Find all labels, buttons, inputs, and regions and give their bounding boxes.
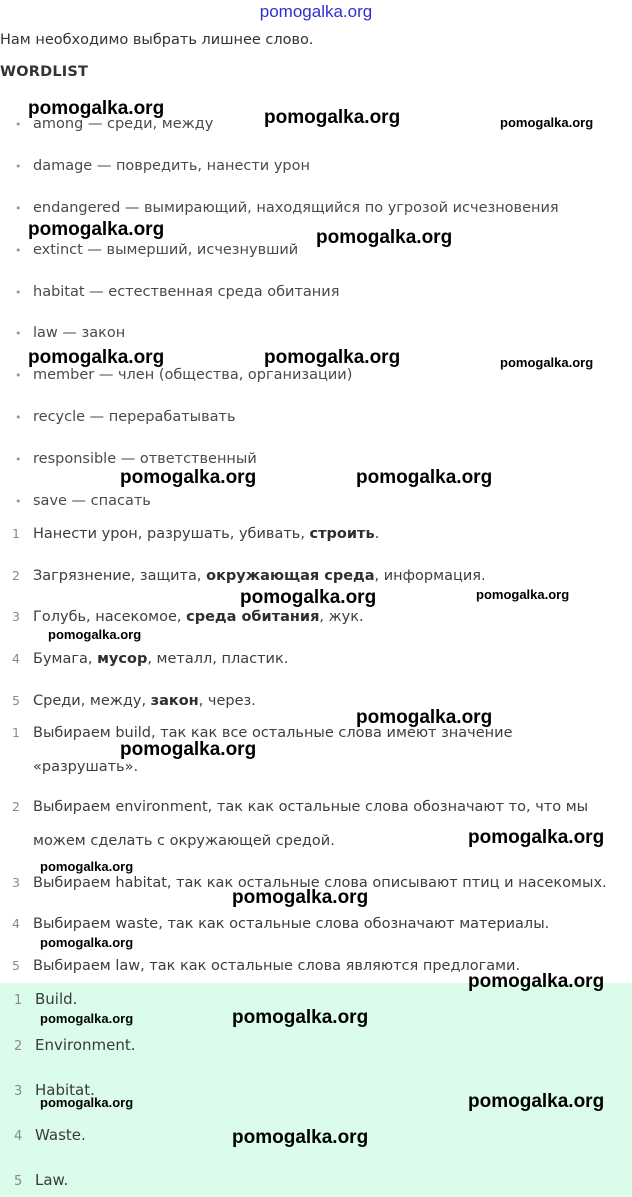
task-text-end: , металл, пластик. bbox=[147, 651, 289, 667]
explanation-text: «разрушать». bbox=[33, 759, 139, 775]
explanation-row-continued bbox=[12, 825, 335, 857]
wordlist-item bbox=[15, 242, 298, 258]
watermark: pomogalka.org bbox=[40, 859, 134, 874]
wordlist-item bbox=[15, 493, 151, 509]
wordlist-item-text: extinct — вымерший, исчезнувший bbox=[33, 242, 299, 258]
task-text: Голубь, насекомое, bbox=[33, 609, 187, 625]
watermark: pomogalka.org bbox=[356, 707, 493, 728]
wordlist-item bbox=[15, 325, 125, 341]
explanation-text: Выбираем habitat, так как остальные слова описывают птиц и насекомых. bbox=[33, 875, 607, 891]
wordlist-item bbox=[15, 200, 559, 216]
task-text-end: , информация. bbox=[374, 568, 486, 584]
task-text: Нанести урон, разрушать, убивать, bbox=[33, 526, 310, 542]
watermark: pomogalka.org bbox=[264, 107, 401, 128]
wordlist-item-text: save — спасать bbox=[33, 493, 151, 509]
task-row bbox=[12, 643, 288, 675]
explanation-text: можем сделать с окружающей средой. bbox=[33, 833, 335, 849]
wordlist-item bbox=[15, 367, 352, 383]
watermark: pomogalka.org bbox=[232, 1127, 369, 1148]
wordlist-item-text: damage — повредить, нанести урон bbox=[33, 158, 310, 174]
task-highlight: среда обитания bbox=[186, 609, 320, 625]
wordlist-item-text: endangered — вымирающий, находящийся по угрозой исчезновения bbox=[33, 200, 559, 216]
watermark: pomogalka.org bbox=[28, 98, 165, 119]
task-text: Загрязнение, защита, bbox=[33, 568, 207, 584]
explanation-text: Выбираем build, так как все остальные слова имеют значение bbox=[33, 725, 513, 741]
row-number: 2 bbox=[12, 799, 20, 814]
bullet-icon: • bbox=[15, 160, 22, 173]
watermark: pomogalka.org bbox=[40, 1011, 134, 1026]
wordlist-item-text: habitat — естественная среда обитания bbox=[33, 284, 340, 300]
watermark: pomogalka.org bbox=[468, 827, 605, 848]
site-header-link[interactable]: pomogalka.org bbox=[259, 2, 373, 21]
row-number: 4 bbox=[12, 916, 20, 931]
answer-text: Habitat. bbox=[35, 1081, 95, 1099]
answer-row bbox=[14, 1126, 86, 1144]
task-row bbox=[12, 685, 256, 717]
wordlist-item bbox=[15, 409, 236, 425]
task-text: Среди, между, bbox=[33, 693, 151, 709]
watermark: pomogalka.org bbox=[240, 587, 377, 608]
explanation-row bbox=[12, 791, 588, 823]
watermark: pomogalka.org bbox=[316, 227, 453, 248]
row-number: 3 bbox=[12, 609, 20, 624]
answer-text: Law. bbox=[35, 1171, 69, 1189]
row-number: 4 bbox=[12, 651, 20, 666]
watermark: pomogalka.org bbox=[500, 115, 594, 130]
bullet-icon: • bbox=[15, 286, 22, 299]
task-highlight: окружающая среда bbox=[206, 568, 375, 584]
watermark: pomogalka.org bbox=[468, 1091, 605, 1112]
row-number: 1 bbox=[12, 725, 20, 740]
bullet-icon: • bbox=[15, 453, 22, 466]
answer-row bbox=[14, 990, 77, 1008]
watermark: pomogalka.org bbox=[48, 627, 142, 642]
row-number: 4 bbox=[14, 1129, 23, 1144]
explanation-text: Выбираем environment, так как остальные слова обозначают то, что мы bbox=[33, 799, 589, 815]
wordlist-item-text: responsible — ответственный bbox=[33, 451, 257, 467]
watermark: pomogalka.org bbox=[120, 739, 257, 760]
wordlist-item bbox=[15, 158, 310, 174]
task-text-end: , жук. bbox=[319, 609, 364, 625]
answer-text: Environment. bbox=[35, 1036, 136, 1054]
bullet-icon: • bbox=[15, 244, 22, 257]
bullet-icon: • bbox=[15, 118, 22, 131]
watermark: pomogalka.org bbox=[40, 935, 134, 950]
watermark: pomogalka.org bbox=[28, 347, 165, 368]
watermark: pomogalka.org bbox=[232, 1007, 369, 1028]
explanation-row bbox=[12, 950, 520, 982]
bullet-icon: • bbox=[15, 369, 22, 382]
wordlist-item-text: recycle — перерабатывать bbox=[33, 409, 236, 425]
wordlist-item bbox=[15, 284, 339, 300]
row-number: 2 bbox=[12, 568, 20, 583]
row-number: 5 bbox=[12, 958, 20, 973]
task-text-end: . bbox=[374, 526, 380, 542]
wordlist-item-text: among — среди, между bbox=[33, 116, 214, 132]
row-number: 1 bbox=[12, 526, 20, 541]
bullet-icon: • bbox=[15, 327, 22, 340]
task-highlight: закон bbox=[150, 693, 199, 709]
answer-text: Build. bbox=[35, 990, 78, 1008]
task-highlight: мусор bbox=[97, 651, 148, 667]
watermark: pomogalka.org bbox=[500, 355, 594, 370]
watermark: pomogalka.org bbox=[476, 587, 570, 602]
intro-text: Нам необходимо выбрать лишнее слово. bbox=[0, 32, 314, 48]
watermark: pomogalka.org bbox=[120, 467, 257, 488]
task-text-end: , через. bbox=[198, 693, 256, 709]
bullet-icon: • bbox=[15, 495, 22, 508]
row-number: 5 bbox=[12, 693, 20, 708]
watermark: pomogalka.org bbox=[40, 1095, 134, 1110]
task-row bbox=[12, 518, 379, 550]
row-number: 1 bbox=[14, 993, 23, 1008]
watermark: pomogalka.org bbox=[264, 347, 401, 368]
row-number: 3 bbox=[14, 1084, 23, 1099]
explanation-text: Выбираем law, так как остальные слова являются предлогами. bbox=[33, 958, 521, 974]
task-highlight: строить bbox=[309, 526, 375, 542]
wordlist-item-text: law — закон bbox=[33, 325, 126, 341]
watermark: pomogalka.org bbox=[356, 467, 493, 488]
wordlist-item bbox=[15, 451, 257, 467]
bullet-icon: • bbox=[15, 411, 22, 424]
row-number: 2 bbox=[14, 1039, 23, 1054]
task-text: Бумага, bbox=[33, 651, 98, 667]
explanation-text: Выбираем waste, так как остальные слова обозначают материалы. bbox=[33, 916, 550, 932]
answer-row bbox=[14, 1171, 68, 1189]
answer-row bbox=[14, 1036, 136, 1054]
answer-text: Waste. bbox=[35, 1126, 86, 1144]
watermark: pomogalka.org bbox=[468, 971, 605, 992]
watermark: pomogalka.org bbox=[28, 219, 165, 240]
row-number: 5 bbox=[14, 1174, 23, 1189]
wordlist-title: WORDLIST bbox=[0, 64, 89, 80]
row-number: 3 bbox=[12, 875, 20, 890]
wordlist-item-text: member — член (общества, организации) bbox=[33, 367, 353, 383]
watermark: pomogalka.org bbox=[232, 887, 369, 908]
bullet-icon: • bbox=[15, 202, 22, 215]
